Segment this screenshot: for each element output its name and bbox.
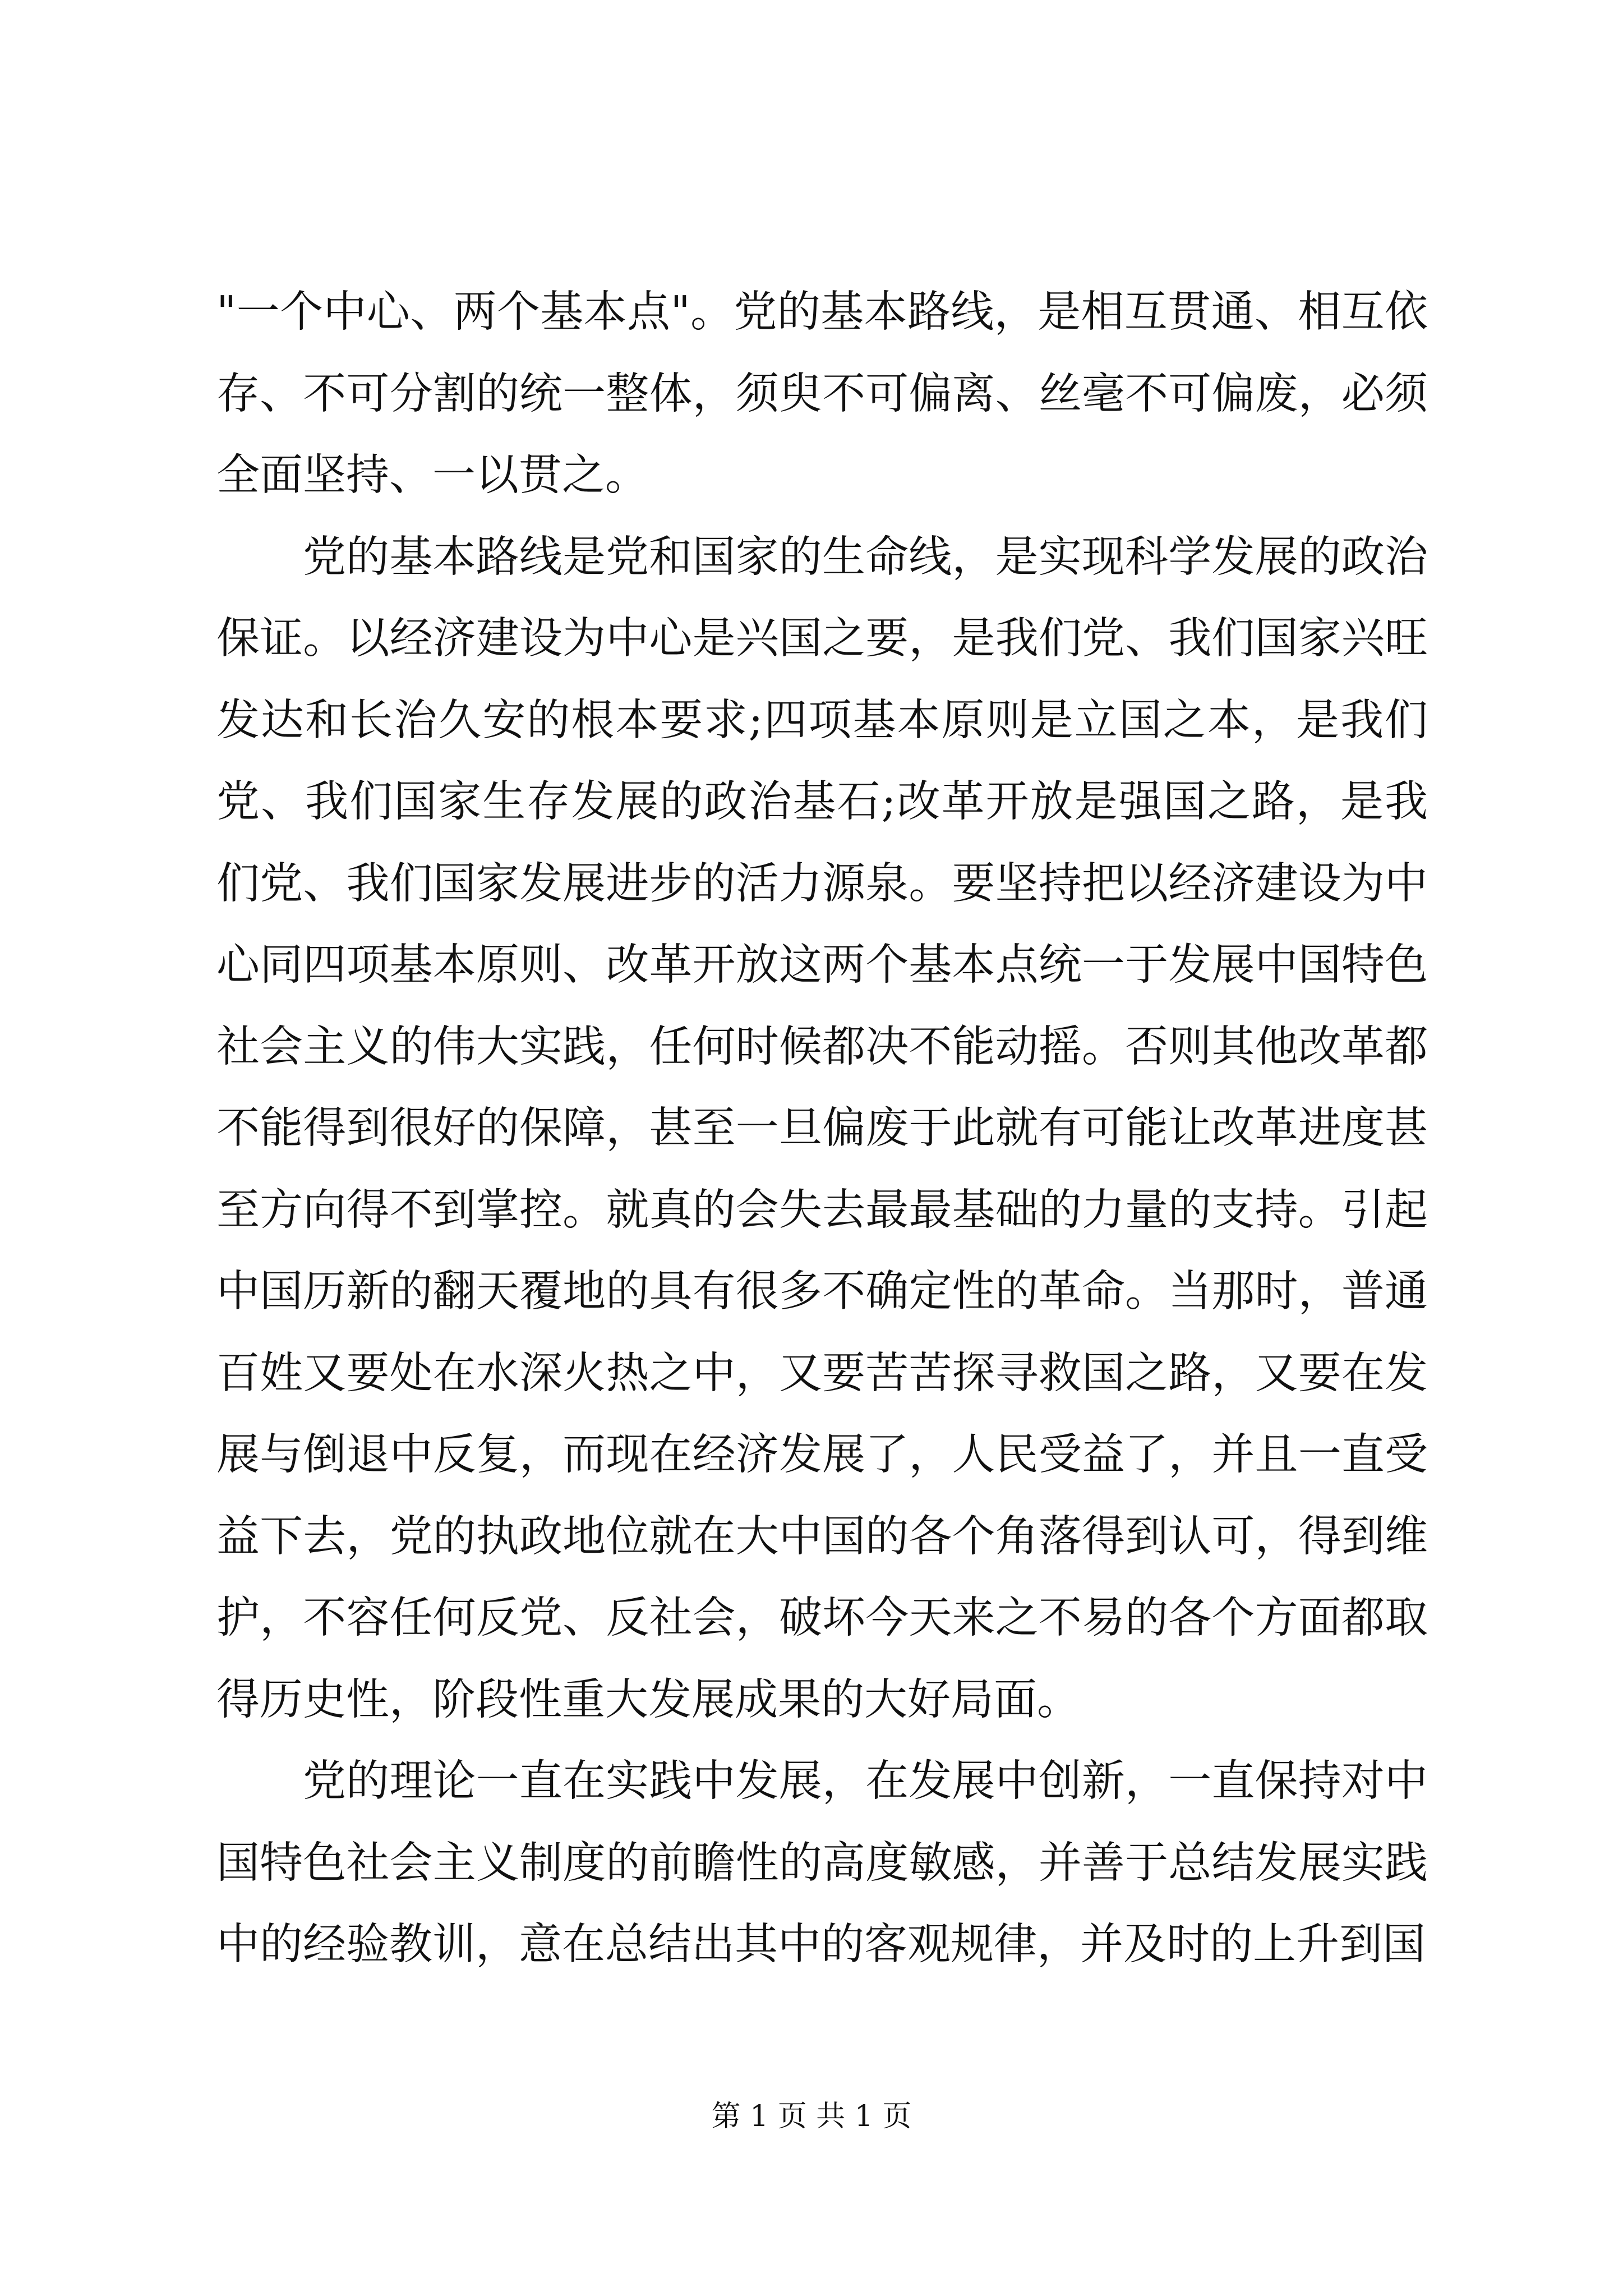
page-footer: 第 1 页 共 1 页 bbox=[711, 2100, 912, 2133]
body-text bbox=[216, 272, 1428, 1986]
paragraph-3: 党的理论一直在实践中发展，在发展中创新，一直保持对中国特色社会主义制度的前瞻性的高度敏感，并善于总结发展实践中的经验教训，意在总结出其中的客观规律，并及时的上升到国 bbox=[216, 1756, 1428, 1970]
paragraph-2: 党的基本路线是党和国家的生命线，是实现科学发展的政治保证。以经济建设为中心是兴国之要，是我们党、我们国家兴旺发达和长治久安的根本要求;四项基本原则是立国之本，是我们党、我们国家生存发展的政治基石;改革开放是强国之路，是我们党、我们国家发展进步的活力源泉。要坚持把以经济建设为中心同四项基本原则、改革开放这两个基本点统一于发展中国特色社会主义的伟大实践，任何时候都决不能动摇。否则其他改革都不能得到很好的保障，甚至一旦偏废于此就有可能让改革进度甚至方向得不到掌控。就真的会失去最最基础的力量的支持。引起中国历新的翻天覆地的具有很多不确定性的革命。当那时，普通百姓又要处在水深火热之中，又要苦苦探寻救国之路，又要在发展与倒退中反复，而现在经济发展了，人民受益了，并且一直受益下去，党的执政地位就在大中国的各个角落得到认可，得到维护，不容任何反党、反社会，破坏今天来之不易的各个方面都取得历史性，阶段性重大发展成果的大好局面。 bbox=[216, 532, 1428, 1725]
paragraph-1: "一个中心、两个基本点"。党的基本路线，是相互贯通、相互依存、不可分割的统一整体，须臾不可偏离、丝毫不可偏废，必须全面坚持、一以贯之。 bbox=[216, 287, 1428, 500]
